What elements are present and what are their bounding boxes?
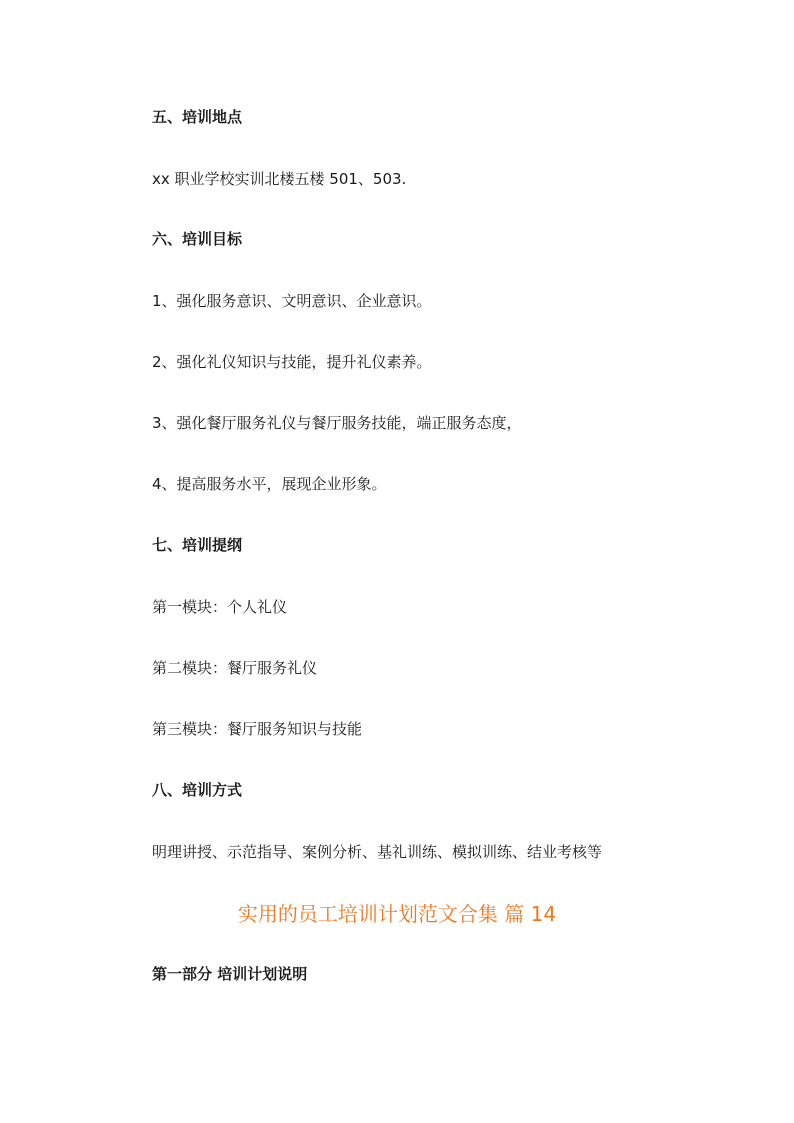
module-item-2: 第二模块：餐厅服务礼仪 — [152, 659, 318, 677]
training-location-text: xx 职业学校实训北楼五楼 501、503. — [152, 170, 407, 188]
goal-item-2: 2、强化礼仪知识与技能，提升礼仪素养。 — [152, 353, 432, 371]
goal-item-1: 1、强化服务意识、文明意识、企业意识。 — [152, 292, 432, 310]
part-1-heading: 第一部分 培训计划说明 — [152, 965, 308, 983]
article-title: 实用的员工培训计划范文合集 篇 14 — [237, 902, 557, 926]
section-7-heading: 七、培训提纲 — [152, 536, 243, 554]
goal-item-3: 3、强化餐厅服务礼仪与餐厅服务技能，端正服务态度， — [152, 414, 522, 432]
module-item-1: 第一模块：个人礼仪 — [152, 598, 288, 616]
section-6-heading: 六、培训目标 — [152, 230, 243, 248]
module-item-3: 第三模块：餐厅服务知识与技能 — [152, 720, 363, 738]
section-8-heading: 八、培训方式 — [152, 781, 243, 799]
goal-item-4: 4、提高服务水平，展现企业形象。 — [152, 475, 387, 493]
training-method-text: 明理讲授、示范指导、案例分析、基礼训练、模拟训练、结业考核等 — [152, 843, 603, 861]
section-5-heading: 五、培训地点 — [152, 108, 243, 126]
